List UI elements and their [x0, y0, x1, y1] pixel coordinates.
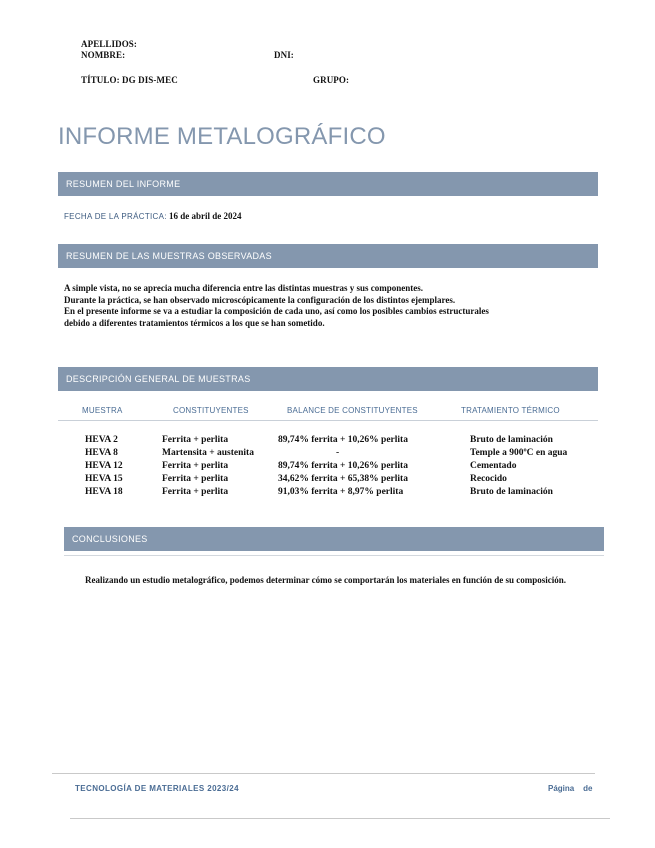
- apellidos-label: APELLIDOS:: [81, 39, 138, 49]
- cell-muestra: HEVA 15: [85, 474, 123, 484]
- paragraph-line: A simple vista, no se aprecia mucha diferencia entre las distintas muestras y sus componentes.: [64, 283, 423, 293]
- conclusiones-text: Realizando un estudio metalográfico, podemos determinar cómo se comportarán los materiales en función de su composición.: [85, 575, 567, 585]
- titulo-label: TÍTULO: DG DIS-MEC: [81, 75, 178, 85]
- table-row: [0, 474, 655, 487]
- cell-tratamiento: Cementado: [470, 461, 517, 471]
- section-header-resumen-muestras: RESUMEN DE LAS MUESTRAS OBSERVADAS: [58, 244, 598, 268]
- cell-constituyentes: Ferrita + perlita: [162, 487, 229, 497]
- fecha-practica: [64, 211, 242, 221]
- page-title: INFORME METALOGRÁFICO: [58, 123, 386, 150]
- paragraph-line: En el presente informe se va a estudiar la composición de cada uno, así como los posibles cambios estructurales: [64, 306, 489, 316]
- table-row: [0, 461, 655, 474]
- cell-constituyentes: Ferrita + perlita: [162, 461, 229, 471]
- cell-constituyentes: Martensita + austenita: [162, 448, 254, 458]
- dni-label: DNI:: [274, 50, 294, 60]
- cell-muestra: HEVA 18: [85, 487, 123, 497]
- footer-divider: [52, 773, 595, 774]
- footer-course: TECNOLOGÍA DE MATERIALES 2023/24: [75, 784, 239, 793]
- table-row: [0, 448, 655, 461]
- cell-tratamiento: Bruto de laminación: [470, 435, 553, 445]
- table-header-divider: [58, 420, 598, 421]
- cell-tratamiento: Recocido: [470, 474, 507, 484]
- fecha-label: FECHA DE LA PRÁCTICA:: [64, 212, 167, 221]
- cell-tratamiento: Bruto de laminación: [470, 487, 553, 497]
- table-row: [0, 435, 655, 448]
- cell-muestra: HEVA 12: [85, 461, 123, 471]
- cell-muestra: HEVA 8: [85, 448, 118, 458]
- cell-balance: 89,74% ferrita + 10,26% perlita: [278, 461, 408, 471]
- section-header-descripcion: DESCRIPCIÓN GENERAL DE MUESTRAS: [58, 367, 598, 391]
- resumen-muestras-text: [64, 283, 604, 329]
- paragraph-line: debido a diferentes tratamientos térmicos a los que se han sometido.: [64, 317, 325, 328]
- column-header-tratamiento: TRATAMIENTO TÉRMICO: [461, 406, 560, 415]
- nombre-label: NOMBRE:: [81, 50, 126, 60]
- page-bottom-divider: [70, 818, 610, 819]
- table-row: [0, 487, 655, 500]
- cell-balance: 91,03% ferrita + 8,97% perlita: [278, 487, 404, 497]
- column-header-balance: BALANCE DE CONSTITUYENTES: [287, 406, 418, 415]
- cell-muestra: HEVA 2: [85, 435, 118, 445]
- section-header-conclusiones: CONCLUSIONES: [64, 527, 604, 551]
- cell-balance: 89,74% ferrita + 10,26% perlita: [278, 435, 408, 445]
- cell-balance: 34,62% ferrita + 65,38% perlita: [278, 474, 408, 484]
- grupo-label: GRUPO:: [313, 75, 350, 85]
- section-header-resumen-informe: RESUMEN DEL INFORME: [58, 172, 598, 196]
- cell-constituyentes: Ferrita + perlita: [162, 474, 229, 484]
- cell-balance: -: [336, 448, 340, 458]
- paragraph-line: Durante la práctica, se han observado microscópicamente la configuración de los distintos ejemplares.: [64, 294, 456, 305]
- footer-page-number: Página de: [548, 784, 593, 793]
- cell-constituyentes: Ferrita + perlita: [162, 435, 229, 445]
- cell-tratamiento: Temple a 900ºC en agua: [470, 448, 568, 458]
- column-header-muestra: MUESTRA: [82, 406, 123, 415]
- conclusiones-divider: [64, 555, 604, 556]
- fecha-value: 16 de abril de 2024: [169, 211, 242, 221]
- column-header-constituyentes: CONSTITUYENTES: [173, 406, 249, 415]
